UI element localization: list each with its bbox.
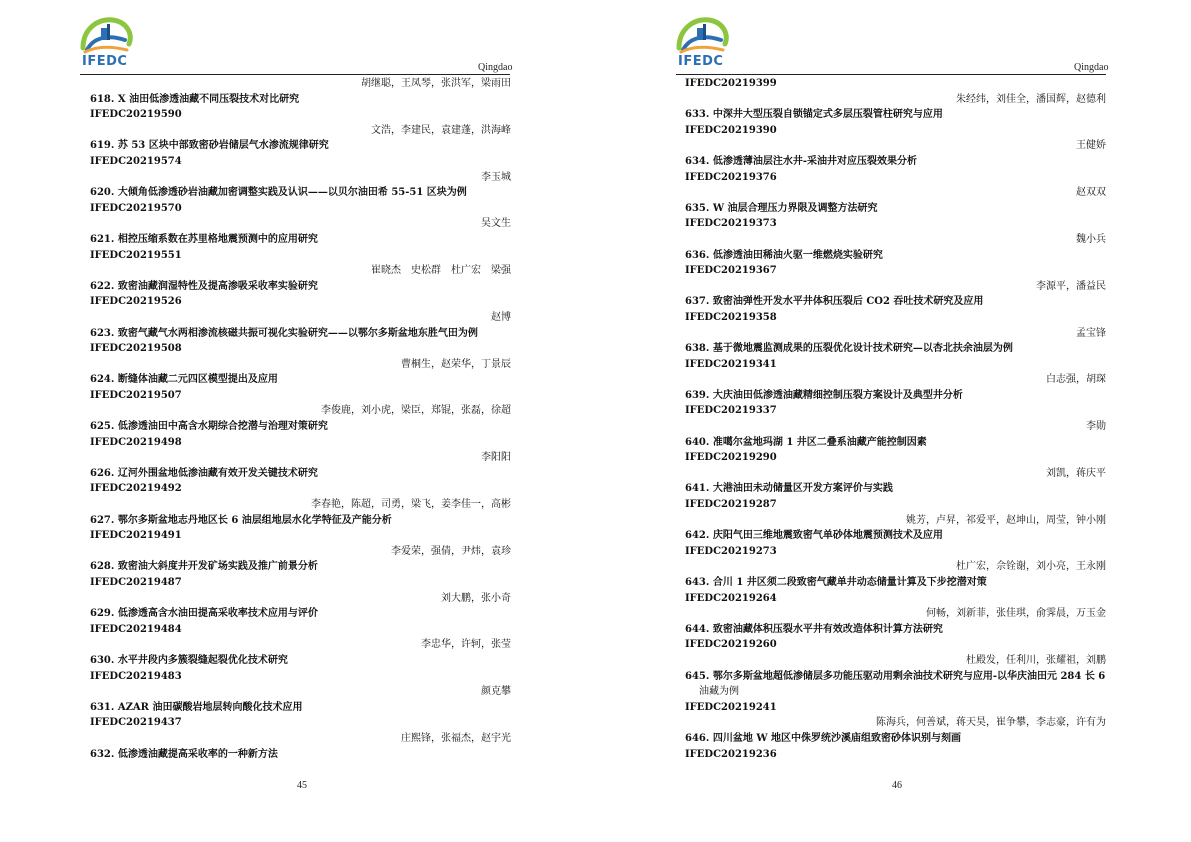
paper-authors: 李春艳，陈超，司勇，梁飞，姜李佳一，高彬 <box>311 499 511 511</box>
paper-title: 635. W 油层合理压力界限及调整方法研究 <box>685 202 878 214</box>
paper-title: 636. 低渗透油田稀油火驱一维燃烧实验研究 <box>685 249 883 261</box>
paper-authors: 李源平，潘益民 <box>1036 280 1106 292</box>
paper-title: 623. 致密气藏气水两相渗流核磁共振可视化实验研究——以鄂尔多斯盆地东胜气田为例 <box>90 327 478 339</box>
paper-code: IFEDC20219508 <box>90 343 182 355</box>
paper-authors: 李玉城 <box>481 171 511 183</box>
paper-code: IFEDC20219570 <box>90 202 182 214</box>
paper-authors: 刘大鹏，张小奇 <box>441 592 511 604</box>
paper-title: 626. 辽河外围盆地低渗油藏有效开发关键技术研究 <box>90 467 318 479</box>
paper-title: 629. 低渗透高含水油田提高采收率技术应用与评价 <box>90 608 318 620</box>
paper-title-continued: 油藏为例 <box>699 686 739 698</box>
paper-code: IFEDC20219376 <box>685 171 777 183</box>
paper-code: IFEDC20219367 <box>685 265 777 277</box>
paper-title: 640. 准噶尔盆地玛湖 1 井区二叠系油藏产能控制因素 <box>685 436 927 448</box>
header-location: Qingdao <box>1074 62 1109 73</box>
paper-authors: 李爱荣，强倩，尹炜，袁珍 <box>391 545 511 557</box>
paper-authors: 杜广宏，佘铨谢，刘小亮，王永刚 <box>956 561 1106 573</box>
paper-code: IFEDC20219526 <box>90 296 182 308</box>
paper-title: 644. 致密油藏体积压裂水平井有效改造体积计算方法研究 <box>685 623 943 635</box>
paper-code: IFEDC20219337 <box>685 405 777 417</box>
abstract-list <box>685 76 1106 762</box>
page-number: 45 <box>297 780 307 791</box>
paper-code: IFEDC20219399 <box>685 78 777 89</box>
paper-authors: 王健娇 <box>1076 140 1106 152</box>
paper-authors: 颜克攀 <box>481 686 511 698</box>
paper-authors: 朱经纬，刘佳全，潘国辉，赵德利 <box>956 93 1106 105</box>
paper-authors: 姚芳，卢昇，祁爱平，赵坤山，周莹，钟小刚 <box>906 514 1106 526</box>
paper-authors: 魏小兵 <box>1076 233 1106 245</box>
paper-code: IFEDC20219358 <box>685 311 777 323</box>
paper-title: 643. 合川 1 井区须二段致密气藏单井动态储量计算及下步挖潜对策 <box>685 577 987 588</box>
paper-title: 624. 断缝体油藏二元四区模型提出及应用 <box>90 374 278 386</box>
paper-code: IFEDC20219273 <box>685 545 777 557</box>
paper-authors: 何畅，刘新菲，张佳琪，俞霁晨，万玉金 <box>926 608 1106 620</box>
paper-title: 633. 中深井大型压裂自锁锚定式多层压裂管柱研究与应用 <box>685 109 943 121</box>
paper-title: 641. 大港油田未动储量区开发方案评价与实践 <box>685 483 893 495</box>
paper-title: 620. 大倾角低渗透砂岩油藏加密调整实践及认识——以贝尔油田希 55-51 区块为例 <box>90 187 467 199</box>
paper-authors: 李忠华，许轲，张莹 <box>421 639 511 651</box>
ifedc-logo <box>673 14 731 70</box>
paper-title: 632. 低渗透油藏提高采收率的一种新方法 <box>90 748 278 760</box>
paper-code: IFEDC20219507 <box>90 389 182 401</box>
paper-code: IFEDC20219341 <box>685 358 777 370</box>
paper-code: IFEDC20219492 <box>90 483 182 495</box>
paper-authors: 庄熙锋，张福杰，赵宇光 <box>401 732 511 744</box>
paper-title: 639. 大庆油田低渗透油藏精细控制压裂方案设计及典型井分析 <box>685 389 963 401</box>
paper-code: IFEDC20219551 <box>90 249 182 261</box>
paper-authors: 陈海兵，何善斌，蒋天昊，崔争攀，李志豪，许有为 <box>876 717 1106 729</box>
paper-code: IFEDC20219437 <box>90 717 182 729</box>
paper-title: 637. 致密油弹性开发水平井体积压裂后 CO2 吞吐技术研究及应用 <box>685 296 984 308</box>
paper-code: IFEDC20219487 <box>90 577 182 588</box>
header-divider <box>676 74 1106 75</box>
page-45 <box>0 0 595 842</box>
paper-title: 618. X 油田低渗透油藏不同压裂技术对比研究 <box>90 93 300 105</box>
paper-code: IFEDC20219574 <box>90 155 182 167</box>
paper-code: IFEDC20219241 <box>685 701 777 713</box>
header-location: Qingdao <box>478 62 513 73</box>
paper-code: IFEDC20219260 <box>685 639 777 651</box>
paper-code: IFEDC20219491 <box>90 530 182 542</box>
paper-code: IFEDC20219287 <box>685 499 777 511</box>
paper-title: 642. 庆阳气田三维地震致密气单砂体地震预测技术及应用 <box>685 530 943 542</box>
paper-authors: 曹桐生，赵荣华，丁景辰 <box>401 358 511 370</box>
paper-title: 619. 苏 53 区块中部致密砂岩储层气水渗流规律研究 <box>90 140 329 152</box>
paper-authors: 崔晓杰 史松群 杜广宏 梁强 <box>371 265 511 277</box>
paper-authors: 胡继聪，王凤琴，张洪军，梁雨田 <box>361 78 511 89</box>
paper-code: IFEDC20219264 <box>685 592 777 604</box>
paper-title: 638. 基于微地震监测成果的压裂优化设计技术研究—以杏北扶余油层为例 <box>685 343 1013 355</box>
paper-title: 627. 鄂尔多斯盆地志丹地区长 6 油层组地层水化学特征及产能分析 <box>90 514 392 526</box>
ifedc-logo <box>77 14 135 70</box>
logo-emblem-icon <box>673 14 731 56</box>
paper-code: IFEDC20219373 <box>685 218 777 230</box>
paper-code: IFEDC20219236 <box>685 748 777 760</box>
paper-title: 630. 水平井段内多簇裂缝起裂优化技术研究 <box>90 654 288 666</box>
paper-title: 634. 低渗透薄油层注水井-采油井对应压裂效果分析 <box>685 155 917 167</box>
page-number: 46 <box>892 780 902 791</box>
paper-authors: 白志强，胡琛 <box>1046 374 1106 386</box>
paper-authors: 吴文生 <box>481 218 511 230</box>
logo-emblem-icon <box>77 14 135 56</box>
paper-title: 646. 四川盆地 W 地区中侏罗统沙溪庙组致密砂体识别与刻画 <box>685 732 962 744</box>
paper-authors: 赵双双 <box>1076 187 1106 199</box>
paper-title: 631. AZAR 油田碳酸岩地层转向酸化技术应用 <box>90 701 303 713</box>
paper-authors: 赵博 <box>491 311 511 323</box>
paper-title: 628. 致密油大斜度井开发矿场实践及推广前景分析 <box>90 561 318 573</box>
logo-text: IFEDC <box>82 54 128 69</box>
paper-authors: 李俊鹿，刘小虎，梁臣，郑锟，张磊，徐超 <box>321 405 511 417</box>
paper-code: IFEDC20219290 <box>685 452 777 464</box>
paper-authors: 刘凯，蒋庆平 <box>1046 467 1106 479</box>
paper-code: IFEDC20219483 <box>90 670 182 682</box>
abstract-list <box>90 76 511 762</box>
paper-title: 645. 鄂尔多斯盆地超低渗储层多功能压驱动用剩余油技术研究与应用-以华庆油田元 284 长 6 <box>685 670 1106 682</box>
paper-authors: 文浩，李建民，袁建蓬，洪海峰 <box>371 124 511 136</box>
paper-authors: 杜殿发，任利川，张耀祖，刘鹏 <box>966 654 1106 666</box>
paper-title: 622. 致密油藏润湿特性及提高渗吸采收率实验研究 <box>90 280 318 292</box>
paper-title: 621. 相控压缩系数在苏里格地震预测中的应用研究 <box>90 233 318 245</box>
logo-text: IFEDC <box>678 54 724 69</box>
paper-code: IFEDC20219590 <box>90 109 182 121</box>
paper-code: IFEDC20219390 <box>685 124 777 136</box>
paper-code: IFEDC20219484 <box>90 623 182 635</box>
header-divider <box>80 74 510 75</box>
paper-title: 625. 低渗透油田中高含水期综合挖潜与治理对策研究 <box>90 421 328 433</box>
paper-code: IFEDC20219498 <box>90 436 182 448</box>
paper-authors: 孟宝锋 <box>1076 327 1106 339</box>
paper-authors: 李勋 <box>1086 421 1106 433</box>
page-46 <box>596 0 1191 842</box>
paper-authors: 李阳阳 <box>481 452 511 464</box>
